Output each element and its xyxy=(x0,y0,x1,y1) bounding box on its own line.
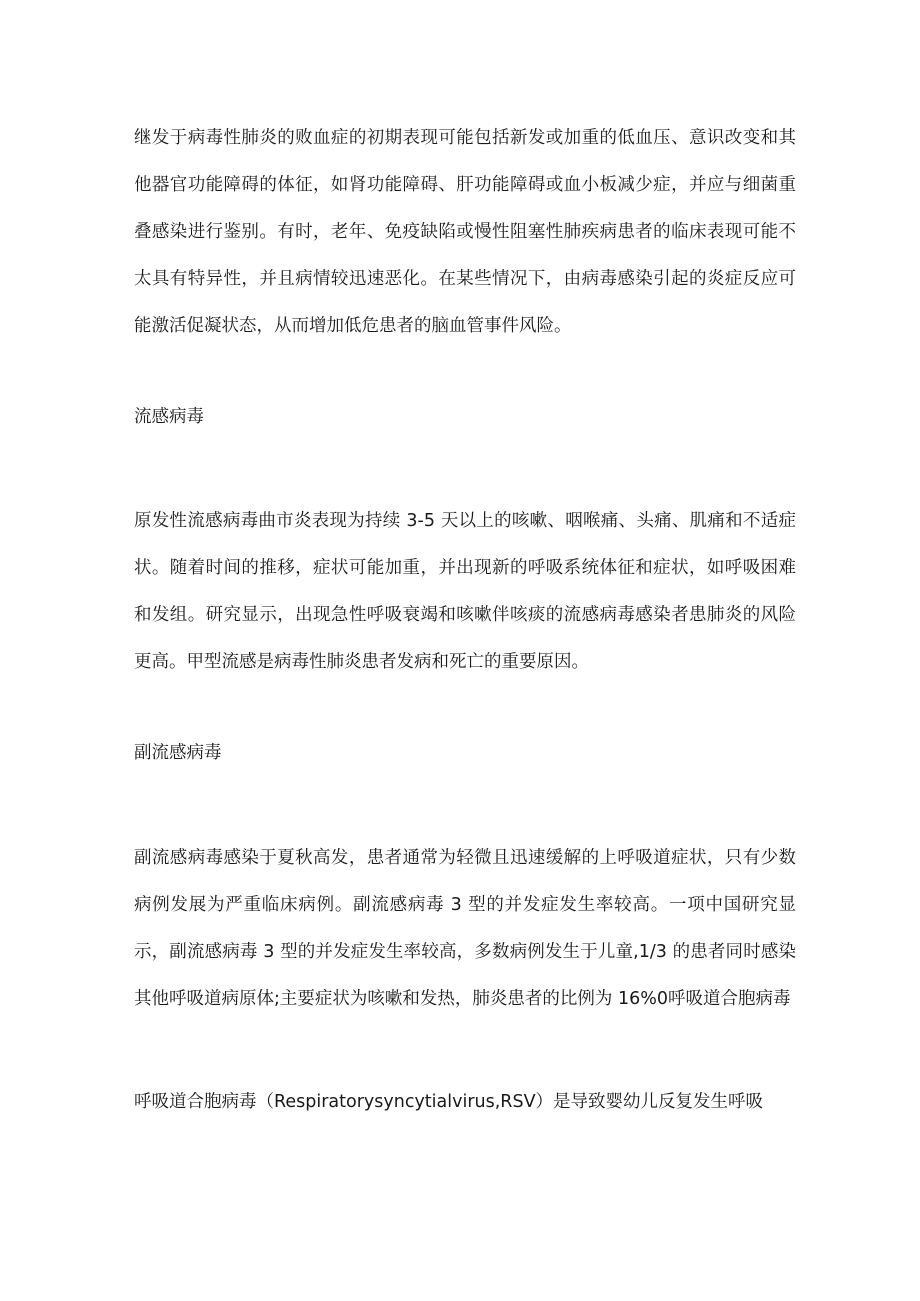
section-heading-influenza: 流感病毒 xyxy=(134,407,204,427)
document-body xyxy=(134,115,796,1126)
paragraph-viral-pneumonia-sepsis: 继发于病毒性肺炎的败血症的初期表现可能包括新发或加重的低血压、意识改变和其他器官功能障碍的体征，如肾功能障碍、肝功能障碍或血小板减少症，并应与细菌重叠感染进行鉴别。有时，老年、免疫缺陷或慢性阻塞性肺疾病患者的临床表现可能不太具有特异性，并且病情较迅速恶化。在某些情况下，由病毒感染引起的炎症反应可能激活促凝状态，从而增加低危患者的脑血管事件风险。 xyxy=(134,128,796,336)
section-heading-parainfluenza: 副流感病毒 xyxy=(134,743,222,763)
paragraph-parainfluenza: 副流感病毒感染于夏秋高发，患者通常为轻微且迅速缓解的上呼吸道症状，只有少数病例发展为严重临床病例。副流感病毒 3 型的并发症发生率较高。一项中国研究显示，副流感病毒 3 型的并发症发生率较高，多数病例发生于儿童,1/3 的患者同时感染其他呼吸道病原体;主要症状为咳嗽和发热，肺炎患者的比例为 16%0呼吸道合胞病毒 xyxy=(134,848,796,1009)
paragraph-rsv: 呼吸道合胞病毒（Respiratorysyncytialvirus,RSV）是导致婴幼儿反复发生呼吸 xyxy=(134,1092,764,1112)
paragraph-influenza: 原发性流感病毒曲市炎表现为持续 3-5 天以上的咳嗽、咽喉痛、头痛、肌痛和不适症状。随着时间的推移，症状可能加重，并出现新的呼吸系统体征和症状，如呼吸困难和发组。研究显示，出现急性呼吸衰竭和咳嗽伴咳痰的流感病毒感染者患肺炎的风险更高。甲型流感是病毒性肺炎患者发病和死亡的重要原因。 xyxy=(134,511,796,672)
